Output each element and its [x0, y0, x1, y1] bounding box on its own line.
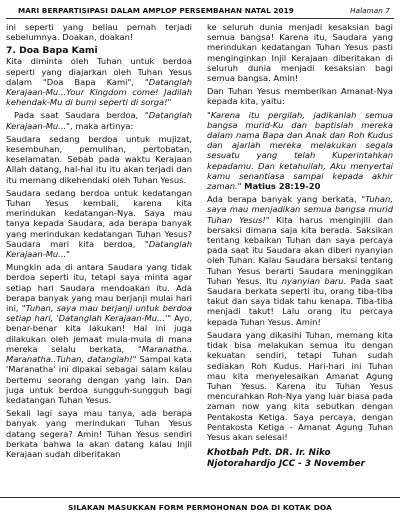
quote-text: "Maranatha.. Maranatha..Tuhan, datanglah!" [6, 343, 192, 365]
paragraph [6, 262, 192, 405]
left-column [6, 22, 192, 490]
scripture-reference: Matius 28:19-20 [244, 181, 321, 192]
attribution-line: Njotorahardjo JCC - 3 November [207, 459, 365, 470]
footer-text: SILAKAN MASUKKAN FORM PERMOHONAN DOA DI KOTAK DOA [68, 503, 332, 512]
sermon-attribution [207, 448, 393, 470]
page-footer [0, 497, 400, 517]
paragraph-text: Kita diminta oleh Tuhan untuk berdoa seperti yang diajarkan oleh Tuhan Yesus dalam "Doa Bapa Kami", [6, 56, 192, 87]
header-title: MARI BERPARTISIPASI DALAM AMPLOP PERSEMBAHAN NATAL 2019 [18, 6, 294, 15]
quote-text: "Tuhan, saya mau menjadikan semua bangsa murid Tuhan Yesus!" [207, 194, 393, 225]
paragraph-text: Mungkin ada di antara Saudara yang tidak berdoa seperti itu, tetapi saya minta agar setiap hari Saudara mendoakan itu. Ada berapa banyak yang mau berjanji mulai hari ini, [6, 262, 192, 314]
page-number: Halaman 7 [350, 6, 390, 15]
paragraph-text: , maka artinya: [69, 120, 134, 131]
paragraph: ke seluruh dunia menjadi kesaksian bagi semua bangsa! Karena itu, Saudara yang merindukan kedatangan Tuhan Yesus pasti menginginkan Injil Kerajaan diberitakan di seluruh dunia menjadi kesaksian bagi semua bangsa. Amin! [207, 22, 393, 84]
right-column [207, 22, 393, 490]
paragraph-text: . Pada saat Saudara berkata seperti itu, orang tiba-tiba takut dan saya tidak tahu kenapa. Tiba-tiba menjadi takut! Lalu orang itu percaya kepada Tuhan Yesus. Amin! [207, 275, 393, 327]
quote-text: "Datanglah Kerajaan-Mu..." [6, 238, 192, 260]
paragraph-text: Ada berapa banyak yang berkata, [207, 194, 362, 205]
paragraph-text: Pada saat Saudara berdoa, [14, 110, 145, 121]
paragraph [6, 188, 192, 259]
paragraph [6, 56, 192, 107]
section-heading: 7. Doa Bapa Kami [6, 45, 98, 57]
quote-text: "Datanglah Kerajaan-Mu..." [6, 110, 192, 131]
paragraph-text: Ayo, benar-benar kita lakukan! Hal ini juga dilakukan oleh jemaat mula-mula di mana mereka selalu berkata, [6, 313, 192, 354]
page-header [6, 4, 394, 19]
paragraph-text: Saudara sedang berdoa untuk kedatangan Tuhan Yesus kembali, karena kita merindukan kedatangan-Nya. Saya mau tanya kepada Saudara, ada berapa banyak yang merindukan kedatangan Tuhan Yesus? Saudara mari kita berdoa, [6, 187, 192, 249]
paragraph: Dan Tuhan Yesus memberikan Amanat-Nya kepada kita, yaitu: [207, 86, 393, 107]
attribution-line: Khotbah Pdt. DR. Ir. Niko [207, 448, 331, 459]
paragraph [6, 110, 192, 130]
paragraph [207, 194, 393, 327]
paragraph-text: Kita harus menginjili dan bersaksi dimana saja kita berada. Saksikan tentang kebaikan Tuhan dan saya percaya pada saat itu Saudara akan diberi nyanyian oleh Tuhan. Kalau Saudara bersaksi tentang Tuhan Yesus berarti Saudara meninggikan Tuhan Yesus. Itu [207, 214, 393, 286]
paragraph: Saudara sedang berdoa untuk mujizat, kesembuhan, pemulihan, pertobatan, keselamatan. Sebab pada waktu Kerajaan Allah datang, hal-hal itu itu akan terjadi dan itu memang dikehendaki oleh Tuhan Yesus. [6, 133, 192, 185]
quote-text: nyanyian baru [281, 275, 344, 286]
quote-text: "Datanglah Kerajaan-Mu...Your Kingdom come! Jadilah kehendak-Mu di bumi seperti di sorga!" [6, 76, 192, 108]
quote-text: "Karena itu pergilah, jadikanlah semua bangsa murid-Ku dan baptislah mereka dalam nama Bapa dan Anak dan Roh Kudus dan ajarlah mereka melakukan segala sesuatu yang telah Kuperintahkan kepadamu. Dan ketahuilah, Aku menyertai kamu senantiasa sampai kepada akhir zaman." [207, 109, 393, 192]
paragraph-text: Sampai kata 'Maranatha' ini dipakai sebagai salam kalau bertemu seorang dengan yang lain. Dan juga untuk berdoa sungguh-sungguh bagi kedatangan Tuhan Yesus. [6, 354, 192, 405]
scripture-quote [207, 110, 393, 192]
paragraph: Sekali lagi saya mau tanya, ada berapa banyak yang merindukan Tuhan Yesus datang segera? Amin! Tuhan Yesus sendiri berkata bahwa la akan datang kalau Injil Kerajaan sudah diberitakan [6, 408, 192, 459]
intro-paragraph: ini seperti yang beliau pernah terjadi sebelumnya. Doakan, doakan! [6, 22, 192, 43]
paragraph: Saudara yang dikasihi Tuhan, memang kita tidak bisa melakukan semua itu dengan kekuatan sendiri, tetapi Tuhan sudah sediakan Roh Kudus. Hari-hari ini Tuhan mau kita menyelesaikan Amanat Agung Tuhan Yesus. Karena itu Tuhan Yesus mencurahkan Roh-Nya yang luar biasa pada zaman now yang kita sebutkan dengan Pentakosta Ketiga. Saya percaya, dengan Pentakosta Ketiga - Amanat Agung Tuhan Yesus akan selesai! [207, 329, 393, 442]
quote-text: "Tuhan, saya mau berjanji untuk berdoa setiap hari, 'Datanglah Kerajaan-Mu...'" [6, 303, 192, 324]
